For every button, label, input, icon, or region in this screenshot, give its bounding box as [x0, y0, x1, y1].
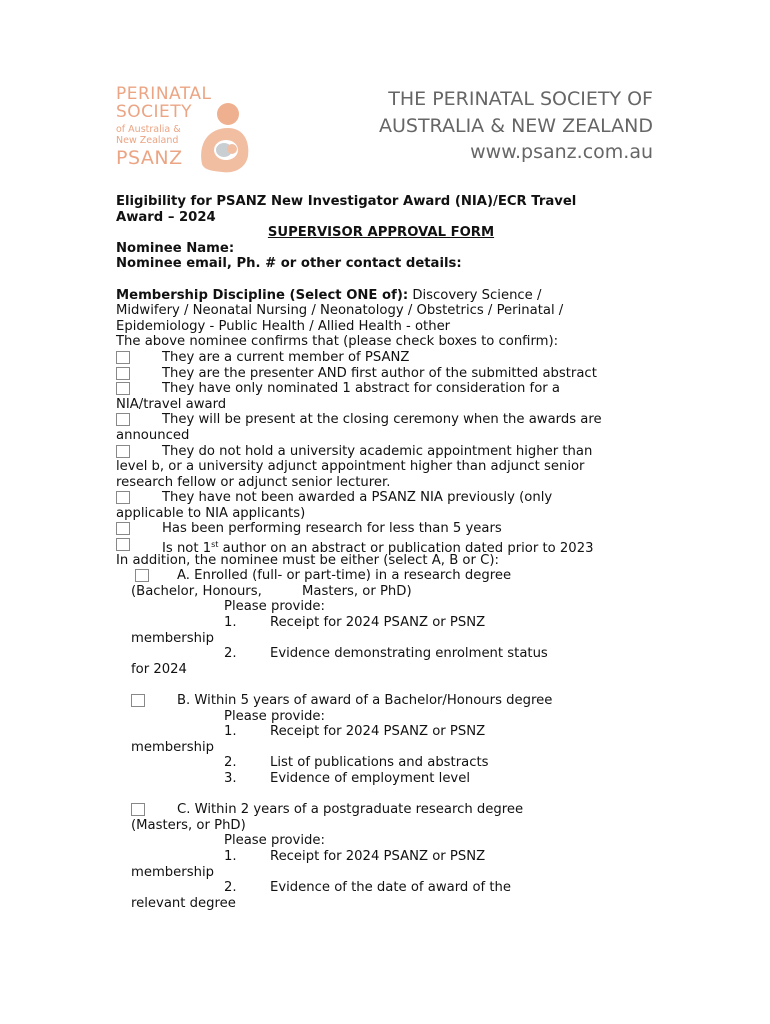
- option-c-membership: membership: [131, 864, 214, 880]
- checkbox-closing-ceremony[interactable]: [116, 413, 130, 426]
- criterion-one-abstract-cont: NIA/travel award: [116, 396, 227, 412]
- criterion-appointment-level-cont1: level b, or a university adjunct appointment higher than adjunct senior: [116, 459, 585, 475]
- option-a-membership: membership: [131, 630, 214, 646]
- org-name-line2: AUSTRALIA & NEW ZEALAND: [378, 114, 653, 137]
- checkbox-presenter-author[interactable]: [116, 367, 130, 380]
- option-c-line2: (Masters, or PhD): [131, 817, 246, 833]
- checkbox-current-member[interactable]: [116, 351, 130, 364]
- option-b-num2: 2.: [224, 755, 237, 771]
- checkbox-option-b[interactable]: [131, 694, 145, 707]
- option-c-num2: 2.: [224, 880, 237, 896]
- option-b-please-provide: Please provide:: [224, 708, 325, 724]
- criterion-not-awarded: They have not been awarded a PSANZ NIA previously (only: [162, 490, 553, 506]
- checkbox-not-awarded[interactable]: [116, 491, 130, 504]
- option-c-num1: 1.: [224, 848, 237, 864]
- option-b-num1: 1.: [224, 724, 237, 740]
- option-a-please-provide: Please provide:: [224, 599, 325, 615]
- option-a-line1: A. Enrolled (full- or part-time) in a research degree: [177, 568, 512, 584]
- option-c-please-provide: Please provide:: [224, 833, 325, 849]
- logo-text-society: SOCIETY: [116, 102, 193, 122]
- criterion-appointment-level: They do not hold a university academic appointment higher than: [162, 443, 593, 459]
- option-c-award-date: Evidence of the date of award of the: [270, 880, 512, 896]
- org-name-line1: THE PERINATAL SOCIETY OF: [388, 88, 653, 110]
- logo-text-new-zealand: New Zealand: [116, 135, 179, 146]
- option-b-receipt: Receipt for 2024 PSANZ or PSNZ: [270, 724, 486, 740]
- form-heading-line1: Eligibility for PSANZ New Investigator Award (NIA)/ECR Travel: [116, 194, 577, 209]
- option-c-award-date-cont: relevant degree: [131, 895, 236, 911]
- nominee-contact-label: Nominee email, Ph. # or other contact details:: [116, 256, 462, 272]
- form-heading-line2: Award – 2024: [116, 209, 216, 225]
- criterion-one-abstract: They have only nominated 1 abstract for consideration for a: [162, 381, 560, 397]
- option-a-num1: 1.: [224, 615, 237, 631]
- criterion-current-member: They are a current member of PSANZ: [162, 349, 410, 365]
- org-website: www.psanz.com.au: [470, 141, 653, 163]
- checkbox-option-c[interactable]: [131, 803, 145, 816]
- nominee-name-label: Nominee Name:: [116, 240, 235, 256]
- option-b-employment: Evidence of employment level: [270, 770, 471, 786]
- membership-label: Membership Discipline (Select ONE of):: [116, 287, 409, 303]
- criterion-presenter-author: They are the presenter AND first author of the submitted abstract: [162, 365, 597, 381]
- option-a-enrolment-cont: for 2024: [131, 661, 187, 677]
- logo-text-of-australia: of Australia &: [116, 124, 181, 135]
- criterion-research-years: Has been performing research for less than 5 years: [162, 521, 502, 537]
- criterion-not-awarded-cont: applicable to NIA applicants): [116, 505, 306, 521]
- psanz-logo: [116, 82, 256, 174]
- criterion-first-author-sup: st: [211, 540, 219, 550]
- option-b-publications: List of publications and abstracts: [270, 755, 489, 771]
- confirm-intro: The above nominee confirms that (please check boxes to confirm):: [116, 334, 559, 350]
- checkbox-option-a[interactable]: [135, 569, 149, 582]
- checkbox-one-abstract[interactable]: [116, 382, 130, 395]
- organisation-header: [379, 86, 653, 166]
- option-a-line2b: Masters, or PhD): [302, 583, 412, 599]
- criterion-closing-ceremony: They will be present at the closing ceremony when the awards are: [162, 412, 602, 428]
- option-b-line1: B. Within 5 years of award of a Bachelor/Honours degree: [177, 693, 553, 708]
- option-c-receipt: Receipt for 2024 PSANZ or PSNZ: [270, 848, 486, 864]
- option-a-line2a: (Bachelor, Honours,: [131, 583, 262, 599]
- either-intro: In addition, the nominee must be either (select A, B or C):: [116, 552, 499, 568]
- logo-text-perinatal: PERINATAL: [116, 84, 212, 104]
- checkbox-first-author[interactable]: [116, 538, 130, 551]
- logo-text-psanz: PSANZ: [116, 147, 183, 169]
- criterion-closing-ceremony-cont: announced: [116, 427, 190, 443]
- membership-options-1: Discovery Science /: [408, 287, 542, 303]
- checkbox-appointment-level[interactable]: [116, 445, 130, 458]
- option-b-num3: 3.: [224, 770, 237, 786]
- form-body: [116, 194, 646, 911]
- checkbox-research-years[interactable]: [116, 522, 130, 535]
- option-a-num2: 2.: [224, 646, 237, 662]
- option-c-line1: C. Within 2 years of a postgraduate research degree: [177, 802, 524, 818]
- mother-baby-logo-icon: [194, 100, 252, 174]
- criterion-first-author-post: author on an abstract or publication dated prior to 2023: [218, 541, 594, 557]
- membership-options-2: Midwifery / Neonatal Nursing / Neonatology / Obstetrics / Perinatal /: [116, 303, 564, 319]
- option-b-membership: membership: [131, 739, 214, 755]
- membership-options-3: Epidemiology - Public Health / Allied Health - other: [116, 318, 451, 334]
- option-a-enrolment: Evidence demonstrating enrolment status: [270, 646, 548, 662]
- criterion-first-author-pre: Is not 1: [162, 541, 212, 557]
- criterion-appointment-level-cont2: research fellow or adjunct senior lecturer.: [116, 474, 391, 490]
- option-a-receipt: Receipt for 2024 PSANZ or PSNZ: [270, 615, 486, 631]
- form-title: SUPERVISOR APPROVAL FORM: [267, 225, 495, 241]
